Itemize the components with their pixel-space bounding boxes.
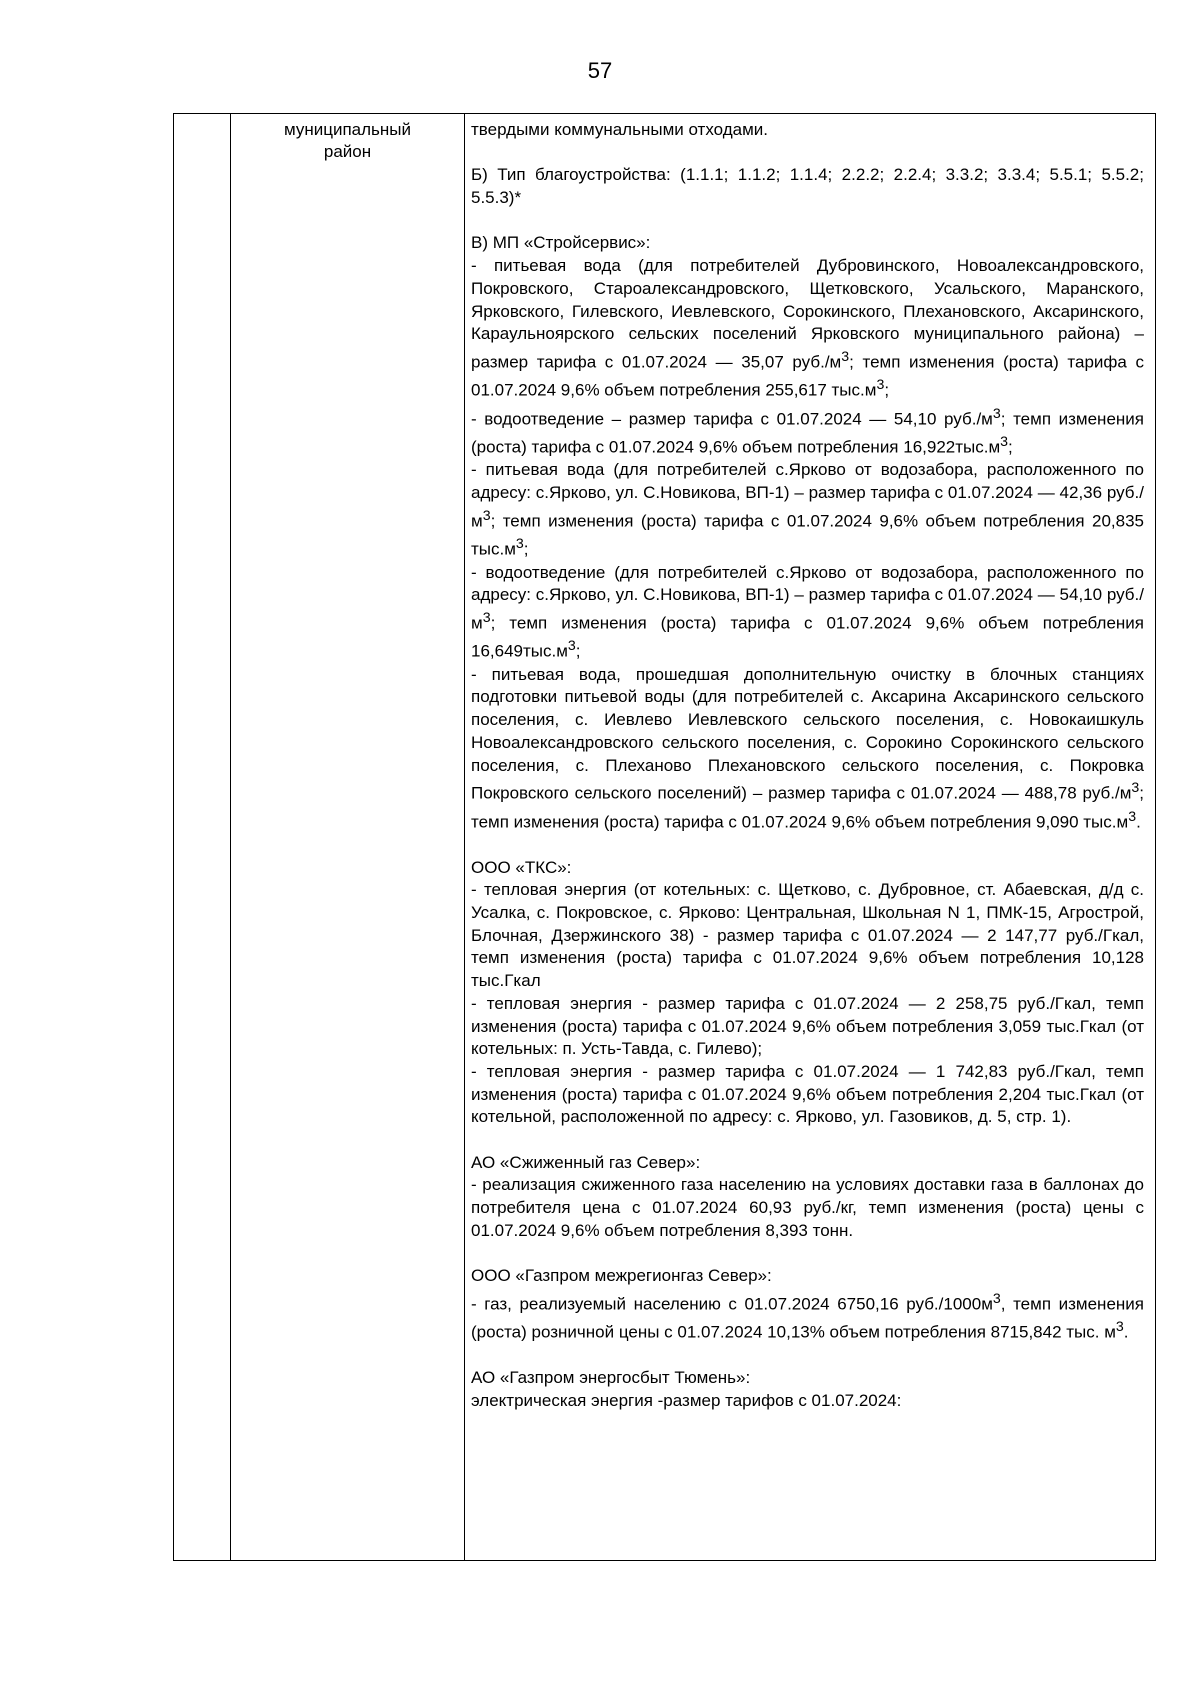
tariff-table xyxy=(173,113,1156,1561)
tariff-heat-3: - тепловая энергия - размер тарифа с 01.07.2024 — 1 742,83 руб./Гкал, темп изменения (роста) тарифа с 01.07.2024 9,6% объем потребления 2,204 тыс.Гкал (от котельной, расположенной по адресу: с. Ярково, ул. Газовиков, д. 5, стр. 1). xyxy=(471,1061,1144,1127)
tariff-drinking-water-1: - питьевая вода (для потребителей Дубровинского, Новоалександровского, Покровского, Староалександровского, Щетковского, Усальского, Маранского, Ярковского, Гилевского, Иевлевского, Сорокинского, Плехановского, Аксаринского, Караульноярского сельских поселений Ярковского муниципального района) – размер тарифа с 01.07.2024 — 35,07 $руб./м^3$; темп изменения (роста) тарифа с 01.07.2024 9,6% объем потребления 255,617 $тыс.м^3$; xyxy=(471,256,1144,401)
column-divider-1 xyxy=(230,114,231,1560)
tariff-wastewater-1: - водоотведение – размер тарифа с 01.07.2024 — 54,10 $руб./м^3$; темп изменения (роста) тарифа с 01.07.2024 9,6% объем потребления $16,922тыс.м^3$; xyxy=(471,405,1144,457)
tariff-heat-1: - тепловая энергия (от котельных: с. Щетково, с. Дубровное, ст. Абаевская, д/д с. Усалка, с. Покровское, с. Ярково: Центральная, Школьная N 1, ПМК-15, Агрострой, Блочная, Дзержинского 38) - размер тарифа с 01.07.2024 — 2 147,77 руб./Гкал, темп изменения (роста) тарифа с 01.07.2024 9,6% объем потребления 10,128 тыс.Гкал xyxy=(471,880,1144,991)
org-heading-energosbyt: АО «Газпром энергосбыт Тюмень»: xyxy=(471,1368,751,1388)
tariff-drinking-water-3: - питьевая вода, прошедшая дополнительную очистку в блочных станциях подготовки питьевой воды (для потребителей с. Аксарина Аксаринского сельского поселения, с. Иевлево Иевлевского сельского поселения, с. Новокаишкуль Новоалександровского сельского поселения, с. Сорокино Сорокинского сельского поселения, с. Плеханово Плехановского сельского поселения, с. Покровка Покровского сельского поселений) – размер тарифа с 01.07.2024 — 488,78 $руб./м^3$; темп изменения (роста) тарифа с 01.07.2024 9,6% объем потребления 9,090 $тыс.м^3$. xyxy=(471,664,1144,832)
tariff-drinking-water-2: - питьевая вода (для потребителей с.Ярково от водозабора, расположенного по адресу: с.Ярково, ул. С.Новикова, ВП-1) – размер тарифа с 01.07.2024 — 42,36 $руб./м^3$; темп изменения (роста) тарифа с 01.07.2024 9,6% объем потребления 20,835 $тыс.м^3$; xyxy=(471,460,1144,559)
tariff-wastewater-2: - водоотведение (для потребителей с.Ярково от водозабора, расположенного по адресу: с.Ярково, ул. С.Новикова, ВП-1) – размер тарифа с 01.07.2024 — 54,10 $руб./м^3$; темп изменения (роста) тарифа с 01.07.2024 9,6% объем потребления $16,649тыс.м^3$; xyxy=(471,562,1144,661)
org-heading-stroyservis: В) МП «Стройсервис»: xyxy=(471,233,651,253)
tariff-lpg: - реализация сжиженного газа населению на условиях доставки газа в баллонах до потребителя цена с 01.07.2024 60,93 руб./кг, темп изменения (роста) цены с 01.07.2024 9,6% объем потребления 8,393 тонн. xyxy=(471,1175,1144,1240)
category-line-1: муниципальный xyxy=(283,120,412,139)
tariff-heat-2: - тепловая энергия - размер тарифа с 01.07.2024 — 2 258,75 руб./Гкал, темп изменения (роста) тарифа с 01.07.2024 9,6% объем потребления 3,059 тыс.Гкал (от котельных: п. Усть-Тавда, с. Гилево); xyxy=(471,993,1144,1059)
org-heading-tks: ООО «ТКС»: xyxy=(471,857,572,877)
paragraph-waste: твердыми коммунальными отходами. xyxy=(471,120,769,139)
page-number: 57 xyxy=(587,58,613,83)
org-heading-lpg: АО «Сжиженный газ Север»: xyxy=(471,1152,701,1172)
tariff-gas: - газ, реализуемый населению с 01.07.2024 6750,16 $руб./1000м^3$, темп изменения (роста) розничной цены с 01.07.2024 10,13% объем потребления 8715,842 тыс. $м^3$. xyxy=(471,1290,1144,1342)
category-line-2: район xyxy=(323,142,372,161)
category-cell xyxy=(230,119,465,163)
paragraph-improvement-type: Б) Тип благоустройства: (1.1.1; 1.1.2; 1.1.4; 2.2.2; 2.2.4; 3.3.2; 3.3.4; 5.5.1; 5.5.2; 5.5.3)* xyxy=(471,165,1144,208)
column-divider-2 xyxy=(464,114,465,1560)
content-cell xyxy=(471,119,1144,1413)
tariff-electricity: электрическая энергия -размер тарифов с 01.07.2024: xyxy=(471,1391,902,1411)
org-heading-gazprom-mrg: ООО «Газпром межрегионгаз Север»: xyxy=(471,1266,772,1286)
